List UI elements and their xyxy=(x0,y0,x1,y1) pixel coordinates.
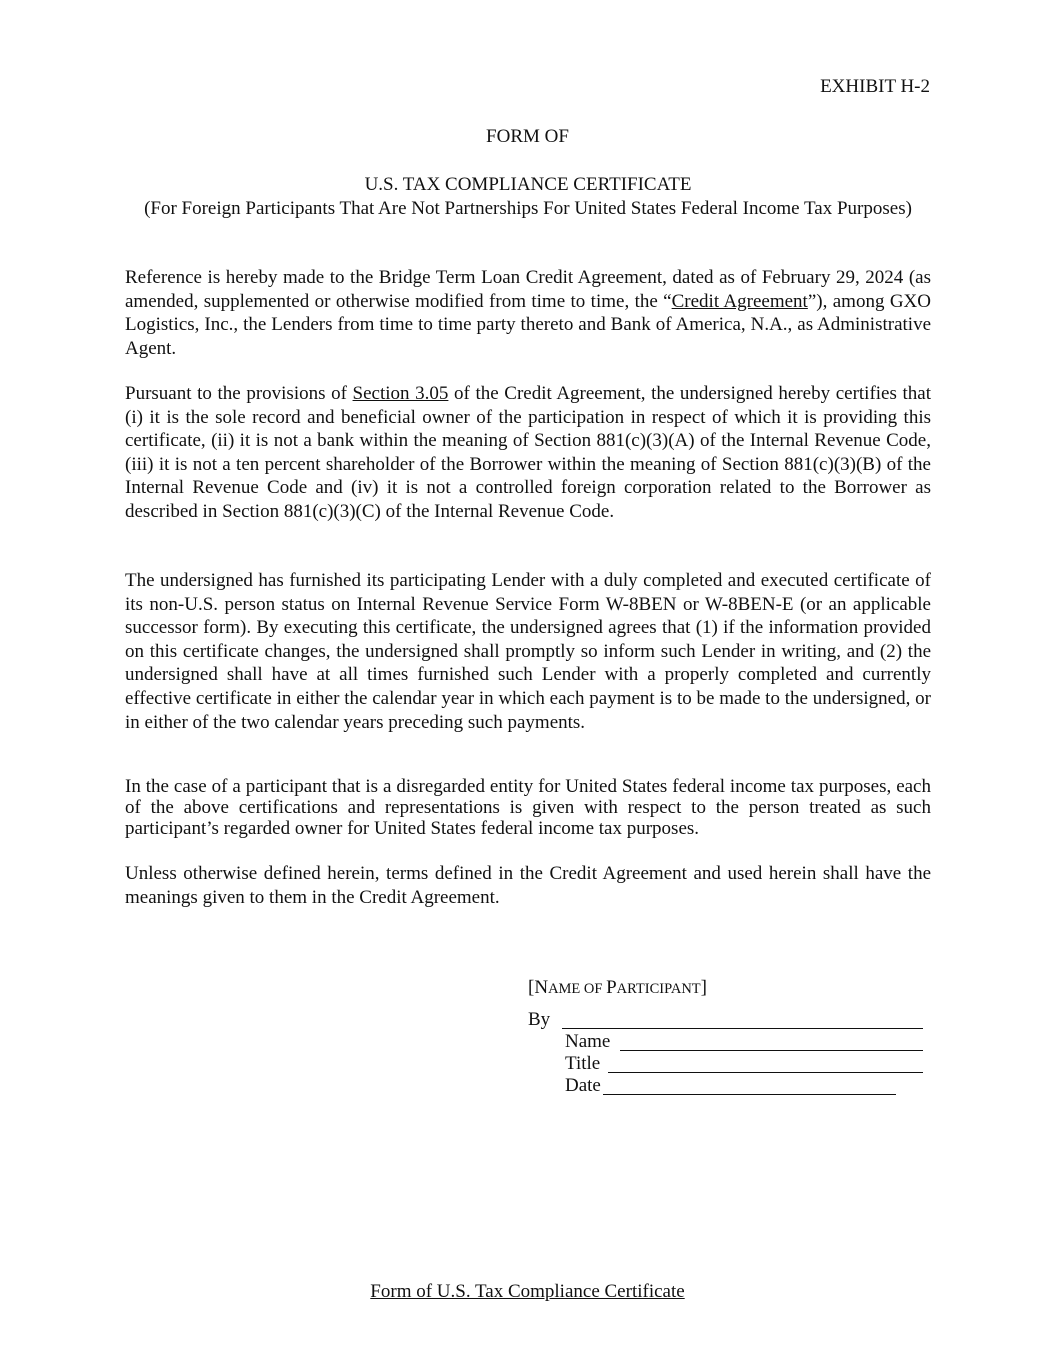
paragraph-disregarded-entity xyxy=(125,777,931,839)
page-footer xyxy=(0,1280,1055,1304)
paragraph-disregarded-entity-text: In the case of a participant that is a disregarded entity for United States federal income tax purposes, each of the above certifications and representations is given with respect to the person treated as such participant’s regarded owner for United States federal income tax purposes. xyxy=(125,776,931,839)
credit-agreement-defined-term: Credit Agreement xyxy=(671,290,808,312)
paragraph-furnished-certificate-text: The undersigned has furnished its participating Lender with a duly completed and executed certificate of its non-U.S. person status on Internal Revenue Service Form W-8BEN or W-8BEN-E (or an applicable successor form). By executing this certificate, the undersigned agrees that (1) if the information provided on this certificate changes, the undersigned shall promptly so inform such Lender in writing, and (2) the undersigned shall have at all times furnished such Lender with a properly completed and currently effective certificate in either the calendar year in which each payment is to be made to the undersigned, or in either of the two calendar years preceding such payments. xyxy=(125,570,931,733)
section-reference: Section 3.05 xyxy=(352,383,449,404)
paragraph-certifications-text-a: Pursuant to the provisions of xyxy=(125,383,353,404)
certificate-title-block xyxy=(125,173,931,220)
paragraph-reference-text-b: ”), among GXO Logistics, Inc., the Lenders from time to time party thereto and Bank of America, N.A., as Administrative Agent. xyxy=(125,290,931,359)
date-label: Date xyxy=(565,1075,601,1096)
certificate-subtitle: (For Foreign Participants That Are Not Partnerships For United States Federal Income Tax Purposes) xyxy=(144,197,912,219)
participant-name-placeholder: [NAME OF PARTICIPANT] xyxy=(528,977,707,998)
paragraph-definitions xyxy=(125,862,931,909)
paragraph-definitions-text: Unless otherwise defined herein, terms defined in the Credit Agreement and used herein shall have the meanings given to them in the Credit Agreement. xyxy=(125,863,931,908)
by-signature-line[interactable] xyxy=(562,1028,923,1029)
paragraph-certifications-text-b: of the Credit Agreement, the undersigned hereby certifies that (i) it is the sole record and beneficial owner of the participation in respect of which it is providing this certificate, (ii) it is not a bank within the meaning of Section 881(c)(3)(A) of the Internal Revenue Code, (iii) it is not a ten percent shareholder of the Borrower within the meaning of Section 881(c)(3)(B) of the Internal Revenue Code and (iv) it is not a controlled foreign corporation related to the Borrower as described in Section 881(c)(3)(C) of the Internal Revenue Code. xyxy=(125,383,931,522)
footer-title: Form of U.S. Tax Compliance Certificate xyxy=(370,1281,685,1302)
by-label: By xyxy=(528,1009,551,1030)
paragraph-reference-text-a: Reference is hereby made to the Bridge Term Loan Credit Agreement, dated as of February 29, 2024 (as amended, supplemented or otherwise modified from time to time, the “ xyxy=(125,267,931,312)
paragraph-certifications xyxy=(125,382,931,524)
date-signature-line[interactable] xyxy=(603,1094,896,1095)
paragraph-furnished-certificate xyxy=(125,569,931,734)
name-label: Name xyxy=(565,1031,611,1052)
title-label: Title xyxy=(565,1053,601,1074)
exhibit-label: EXHIBIT H-2 xyxy=(820,76,930,97)
name-signature-line[interactable] xyxy=(620,1050,923,1051)
title-signature-line[interactable] xyxy=(608,1072,923,1073)
paragraph-reference xyxy=(125,266,931,360)
form-of-heading: FORM OF xyxy=(486,126,569,147)
certificate-title: U.S. TAX COMPLIANCE CERTIFICATE xyxy=(364,174,692,195)
